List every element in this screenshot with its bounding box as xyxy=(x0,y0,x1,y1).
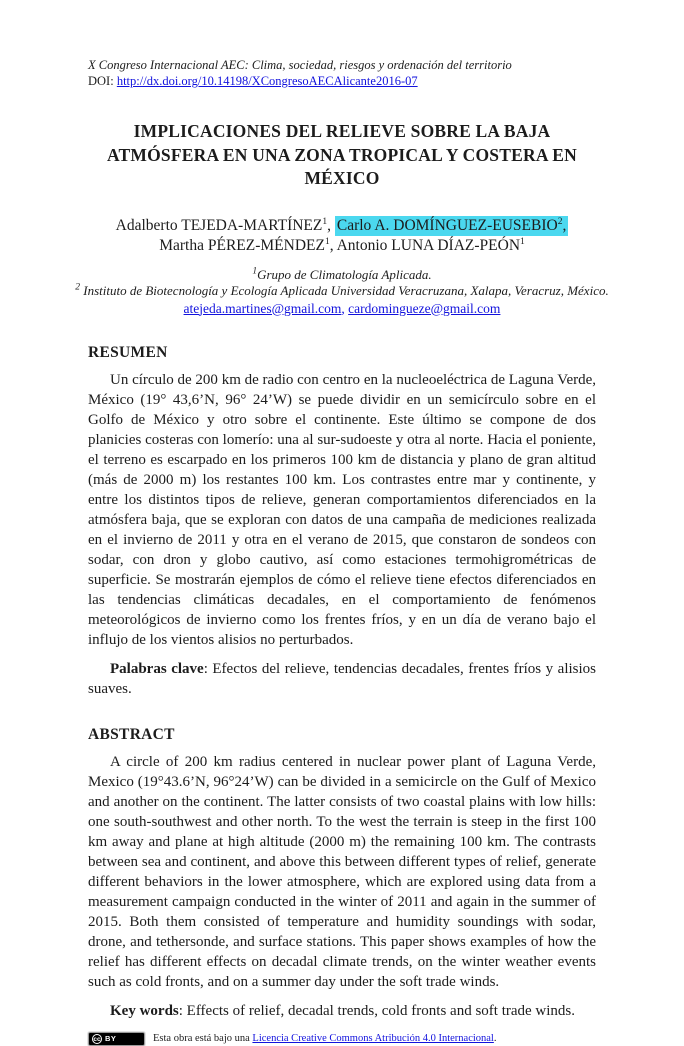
author-4-affiliation-sup: 1 xyxy=(520,236,525,247)
author-3: Martha PÉREZ-MÉNDEZ xyxy=(159,236,325,254)
author-2-highlighted xyxy=(335,216,568,236)
email-separator: , xyxy=(341,300,349,316)
license-footer xyxy=(88,1032,596,1046)
affiliation-2-text: Instituto de Biotecnología y Ecología Aplicada Universidad Veracruzana, Xalapa, Veracruz, México. xyxy=(80,282,609,298)
emails-line xyxy=(88,300,596,317)
author-2-affiliation-sup: 2 xyxy=(557,216,563,227)
affiliation-2 xyxy=(43,283,641,299)
palabras-clave-line xyxy=(88,659,596,699)
author-4: Antonio LUNA DÍAZ-PEÓN xyxy=(336,236,521,254)
author-2: Carlo A. DOMÍNGUEZ-EUSEBIO xyxy=(336,216,558,234)
author-separator: , xyxy=(327,216,335,234)
cc-by-label: BY xyxy=(105,1034,117,1043)
affiliation-2-sup: 2 xyxy=(75,282,81,293)
congress-line: X Congreso Internacional AEC: Clima, sociedad, riesgos y ordenación del territorio xyxy=(88,58,512,72)
page-header xyxy=(88,57,596,89)
author-1: Adalberto TEJEDA-MARTÍNEZ xyxy=(115,216,323,234)
doi-link[interactable]: http://dx.doi.org/10.14198/XCongresoAECAlicante2016-07 xyxy=(116,74,418,88)
license-text-post: . xyxy=(493,1032,497,1044)
resumen-heading: RESUMEN xyxy=(88,343,168,361)
license-text xyxy=(153,1032,496,1046)
key-words-label: Key words xyxy=(110,1002,179,1019)
cc-by-badge[interactable] xyxy=(88,1032,145,1046)
author-3-affiliation-sup: 1 xyxy=(324,236,330,247)
author-1-affiliation-sup: 1 xyxy=(322,216,328,227)
affiliation-1-text: Grupo de Climatología Aplicada. xyxy=(257,266,432,282)
key-words-line xyxy=(88,1001,596,1021)
affiliation-1-sup: 1 xyxy=(252,266,258,277)
author-2-comma: , xyxy=(562,216,567,234)
authors-block xyxy=(88,216,596,256)
affiliation-1 xyxy=(43,267,641,283)
doi-line xyxy=(88,73,596,89)
email-link-2[interactable]: cardomingueze@gmail.com xyxy=(348,300,501,316)
cc-icon: cc xyxy=(93,1035,101,1043)
doi-label: DOI: xyxy=(88,74,117,88)
abstract-paragraph: A circle of 200 km radius centered in nuclear power plant of Laguna Verde, Mexico (19°43.6’N, 96°24’W) can be divided in a semicircle on the Gulf of Mexico and another on the continent. The latter consists of two coastal plains with low hills: one south-southwest and other north. To the west the terrain is steep in the first 100 km away and plane at high altitude (2000 m) the remaining 100 km. The contrasts between sea and continent, and above this between different types of relief, generate different behaviors in the lower atmosphere, which are explored using data from a measurement campaign conducted in the winter of 2011 and again in the summer of 2015. Both them consisted of temperature and humidity soundings with sodar, drone, and tethersonde, and surface stations. This paper shows examples of how the relief has different effects on decadal climate trends, on the winter weather events such as cold fronts, and on a summer day under the soft trade winds. xyxy=(88,753,596,990)
affiliations-block xyxy=(43,267,641,299)
license-link[interactable]: Licencia Creative Commons Atribución 4.0 Internacional xyxy=(252,1032,494,1044)
abstract-heading: ABSTRACT xyxy=(88,725,175,743)
author-separator: , xyxy=(329,236,337,254)
license-text-pre: Esta obra está bajo una xyxy=(153,1032,253,1044)
paper-title: IMPLICACIONES DEL RELIEVE SOBRE LA BAJA ATMÓSFERA EN UNA ZONA TROPICAL Y COSTERA EN MÉXICO xyxy=(106,121,577,188)
email-link-1[interactable]: atejeda.martines@gmail.com xyxy=(183,300,342,316)
key-words-text: : Effects of relief, decadal trends, cold fronts and soft trade winds. xyxy=(178,1002,576,1019)
palabras-clave-label: Palabras clave xyxy=(110,660,204,677)
resumen-paragraph: Un círculo de 200 km de radio con centro en la nucleoeléctrica de Laguna Verde, México (19° 43,6’N, 96° 24’W) se puede dividir en un semicírculo sobre en el Golfo de México y otro sobre el continente. Este último se compone de dos planicies costeras con lomerío: una al sur-sudoeste y otra al norte. Hacia el poniente, el terreno es escarpado en los primeros 100 km de distancia y plano de gran altitud (más de 2000 m) los restantes 100 km. Los contrastes entre mar y continente, y entre los distintos tipos de relieve, generan comportamientos diferenciados en la atmósfera baja, que se exploran con datos de una campaña de mediciones realizada en el invierno de 2011 y otra en el verano de 2015, que constaron de sondeos con sodar, con dron y globo cautivo, así como estaciones termohigrométricas de superficie. Se mostrarán ejemplos de cómo el relieve tiene efectos diferenciados en las tendencias climáticas decadales, en el comportamiento de fenómenos meteorológicos de invierno como los frentes fríos, y en un día de verano bajo el influjo de los vientos alisios no perturbados. xyxy=(88,371,596,648)
palabras-clave-text: : Efectos del relieve, tendencias decadales, frentes fríos y alisios suaves. xyxy=(88,660,596,697)
